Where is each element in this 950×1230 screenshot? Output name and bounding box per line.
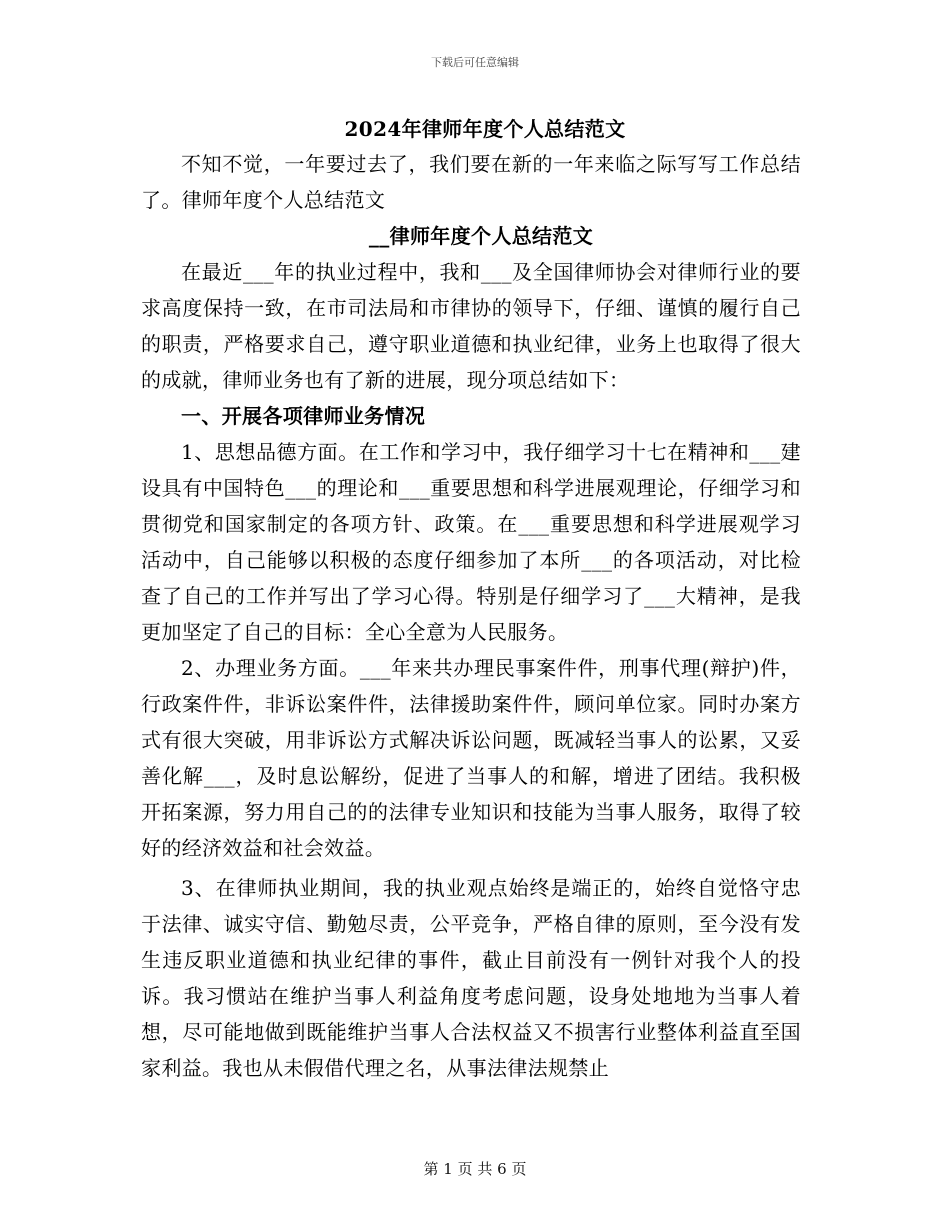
item-paragraph-2: 2、办理业务方面。___年来共办理民事案件件，刑事代理(辩护)件，行政案件件，非诉讼案件件，法律援助案件件，顾问单位家。同时办案方式有很大突破，用非诉讼方式解决诉讼问题，既减轻当事人的讼累，又妥善化解___，及时息讼解纷，促进了当事人的和解，增进了团结。我积极开拓案源，努力用自己的的法律专业知识和技能为当事人服务，取得了较好的经济效益和社会效益。 — [141, 656, 801, 860]
page-header-note: 下载后可任意编辑 — [431, 56, 519, 69]
page-number-footer: 第 1 页 共 6 页 — [423, 1160, 527, 1178]
document-subtitle: __律师年度个人总结范文 — [368, 224, 594, 248]
document-title: 2024年律师年度个人总结范文 — [344, 117, 626, 141]
document-body — [141, 112, 801, 1086]
item-paragraph-1: 1、思想品德方面。在工作和学习中，我仔细学习十七在精神和___建设具有中国特色___的理论和___重要思想和科学进展观理论，仔细学习和贯彻党和国家制定的各项方针、政策。在___重要思想和科学进展观学习活动中，自己能够以积极的态度仔细参加了本所___的各项活动，对比检查了自己的工作并写出了学习心得。特别是仔细学习了___大精神，是我更加坚定了自己的目标：全心全意为人民服务。 — [141, 440, 801, 644]
item-paragraph-3: 3、在律师执业期间，我的执业观点始终是端正的，始终自觉恪守忠于法律、诚实守信、勤勉尽责，公平竞争，严格自律的原则，至今没有发生违反职业道德和执业纪律的事件，截止目前没有一例针对我个人的投诉。我习惯站在维护当事人利益角度考虑问题，设身处地地为当事人着想，尽可能地做到既能维护当事人合法权益又不损害行业整体利益直至国家利益。我也从未假借代理之名，从事法律法规禁止 — [141, 876, 801, 1080]
opening-paragraph: 在最近___年的执业过程中，我和___及全国律师协会对律师行业的要求高度保持一致，在市司法局和市律协的领导下，仔细、谨慎的履行自己的职责，严格要求自己，遵守职业道德和执业纪律，业务上也取得了很大的成就，律师业务也有了新的进展，现分项总结如下： — [141, 260, 801, 392]
section-heading-1: 一、开展各项律师业务情况 — [181, 404, 426, 428]
intro-paragraph: 不知不觉，一年要过去了，我们要在新的一年来临之际写写工作总结了。律师年度个人总结范文 — [141, 152, 801, 212]
